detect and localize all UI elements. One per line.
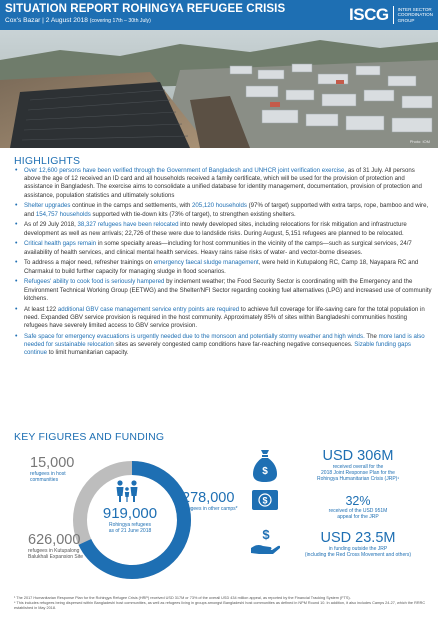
highlight-text: The [364,332,379,340]
total-refugees-caption [95,522,165,534]
highlight-text: To address a major need, refresher trainings on [24,259,154,267]
highlight-item: • At least 122 additional GBV case management service entry points are required to achieve full coverage for life-saving care for the total population in need. Expanded GBV service provision is required in the host community. Approximately 85% of sites within Bangladeshi communities hosting refugees have severely limited access to GBV service provision. [15,305,425,330]
funding-percent-value: 32% [345,494,371,508]
outside-caption-line-2: (including the Red Cross Movement and others) [304,552,412,559]
highlight-text: (97% of target) supported with extra tarps, rope, bamboo and wire, and [24,202,429,218]
money-bag-icon [253,450,277,482]
highlight-lead: Over 12,600 persons have been verified through the Government of Bangladesh and UNHCR joint verification exercise, [24,167,347,174]
highlight-text: sites as severely congested camp conditions have far-reaching negative consequences. [113,341,355,349]
funding-caption-line-1: received overall for the [332,464,384,470]
other-camps-block [182,490,242,512]
percent-caption-line-1: received of the USD 951M [328,508,388,514]
host-communities-block [30,455,80,483]
photo-credit: Photo: IOM [409,139,430,144]
kutupalong-block [28,532,90,560]
highlight-lead: Safe space for emergency evacuations is urgently needed due to the monsoon and potentially stormy weather and high winds. [24,332,365,340]
funding-total-caption [288,464,428,483]
highlight-lead: 38,327 refugees have been relocated [77,221,179,229]
camp-photo-illustration [0,30,438,148]
highlight-lead: Shelter upgrades [24,202,71,210]
camp-photo [0,30,438,148]
logo-separator [393,6,394,24]
total-refugees-value: 919,000 [102,505,158,522]
host-communities-caption: refugees in host communities [30,471,66,484]
funding-outside-block [288,530,428,558]
highlight-text: by inclement weather; the Food Security Sector is coordinating with the Emergency and the Environment Technical Working Group (EETWG) and the Shelter/NFI Sector regarding cooking fuel alternatives (LPG) and increased use of community kitchens. [24,278,432,302]
other-camps-caption: refugees in other camps* [182,506,238,512]
report-title: SITUATION REPORT ROHINGYA REFUGEE CRISIS [5,3,286,15]
cash-icon [252,490,278,510]
funding-outside-caption [288,546,428,558]
highlight-text: as of 31 July. All persons above the age of 12 received an ID card and all households received a family certificate, which will be used for the provision of protection and assistance in Bangladesh. The exercise aims to consolidate a unified database for identity management, documentation, provision of protection and assistance, population statistics and ultimately solutions [24,167,422,199]
highlights-list [14,167,432,360]
highlight-item: • Critical health gaps remain in some specialty areas—including for host communities in the vicinity of the camps—such as surgical services, 24/7 availability of health services, and clinical mental health services. Heavy rains raise risks of water- and vector-borne diseases. [15,240,412,256]
highlight-item: • Over 12,600 persons have been verified through the Government of Bangladesh and UNHCR joint verification exercise, as of 31 July. All persons above the age of 12 received an ID card and all households received a family certificate, which will be used for the provision of protection and assistance in Bangladesh. The exercise aims to consolidate a unified database for identity management, documentation, provision of protection and assistance, population statistics and ultimately solutions [15,167,422,199]
total-caption-line-1: Rohingya refugees [109,522,151,528]
funding-percent-block [288,494,428,520]
outside-caption-line-1: in funding outside the JRP [328,546,388,552]
logo-org-line-2: COORDINATION [397,12,433,18]
funding-total-value: USD 306M [322,448,394,464]
logo-org-name [398,7,433,23]
report-subtitle [5,17,151,24]
funding-total-block [288,448,428,483]
highlight-lead: Sizable funding gaps continue [24,341,411,357]
highlight-text: At least 122 [24,305,58,313]
other-camps-value: 278,000 [182,490,235,506]
footnotes [14,596,432,610]
people-icon [113,480,141,502]
report-coverage: (covering 17th – 30th July) [89,18,151,24]
host-communities-value: 15,000 [30,455,75,471]
highlight-text: to achieve full coverage for life-saving care for the total population in need. Expanded GBV service provision is required in the host community. Approximately 85% of sites within Bangladeshi communities hosting refugees have severely limited access to GBV service provision. [24,305,425,330]
total-caption-line-2: as of 21 June 2018 [108,528,152,535]
highlight-lead: 154,757 households [35,210,91,218]
highlight-lead: emergency faecal sludge management [153,259,259,267]
highlight-lead: 205,120 households [192,202,247,210]
key-figures-heading: KEY FIGURES AND FUNDING [14,431,165,443]
highlight-item: • To address a major need, refresher trainings on emergency faecal sludge management, were held in Kutupalong RC, Camp 18, Nayapara RC and Charmakul to build further capacity for managing sludge in flood scenarios. [15,259,419,275]
highlight-text: continue in the camps and settlements, with [70,202,193,210]
kutupalong-value: 626,000 [28,532,81,548]
svg-text:$: $ [262,528,270,542]
percent-caption-line-2: appeal for the JRP [337,514,379,521]
highlight-lead: more land is also needed for sustainable relocation [24,332,425,349]
highlight-text: As of 29 July 2018, [24,221,78,229]
svg-text:$: $ [262,495,268,506]
logo-org-line-3: GROUP [397,17,415,23]
logo-org-line-1: INTER SECTOR [397,6,432,12]
highlights-heading: HIGHLIGHTS [14,155,81,167]
highlight-text: supported with tie-down kits (73% of target), to strengthen existing shelters. [90,210,296,218]
funding-outside-value: USD 23.5M [320,530,396,546]
highlight-item: • As of 29 July 2018, 38,327 refugees have been relocated into newly developed sites, including relocations for risk mitigation and infrastructure development as well as new arrivals; 22,726 of these were due to landslide risks. During August, 5,151 refugees are planned to be relocated. [15,221,407,237]
footnote: * This includes refugees being dispersed within Bangladeshi host communities, as well as refugees living in groups amongst Bangladeshi host communities as defined in NPM Round 10. In addition, it also includes Camps 24-27, which the RRRC established in May 2018. [14,600,426,610]
iscg-logo [349,4,433,26]
highlight-text: to limit humanitarian capacity. [47,349,129,357]
highlight-text: , were held in Kutupalong RC, Camp 18, Nayapara RC and Charmakul to build further capacity for managing sludge in flood scenarios. [24,259,419,275]
highlight-item: • Refugees' ability to cook food is seriously hampered by inclement weather; the Food Security Sector is coordinating with the Emergency and the Environment Technical Working Group (EETWG) and the Shelter/NFI Sector regarding cooking fuel alternatives (LPG) and increased use of community kitchens. [15,278,432,302]
total-refugees-block [95,505,165,534]
funding-percent-caption [288,508,428,520]
highlight-text: into newly developed sites, including relocations for risk mitigation and infrastructure development as well as new arrivals; 22,726 of these were due to landslide risks. During August, 5,151 refugees are planned to be relocated. [24,221,407,237]
report-header [0,0,438,30]
highlight-lead: Refugees' ability to cook food is seriously hampered [24,278,165,286]
funding-caption-line-2: 2018 Joint Response Plan for the [321,470,395,477]
highlight-text: in some specialty areas—including for host communities in the vicinity of the camps—such as surgical services, 24/7 availability of health services, and clinical mental health services. Heavy rains raise risks of water- and vector-borne diseases. [24,240,412,256]
highlight-lead: additional GBV case management service entry points are required [57,305,240,313]
funding-caption-line-3: Rohingya Humanitarian Crisis (JRP)¹ [317,476,399,483]
logo-word: ISCG [349,5,389,24]
kutupalong-caption: refugees in Kutupalong Balukhali Expansion Site [28,548,84,561]
report-date: Cox's Bazar | 2 August 2018 [5,17,88,24]
svg-text:$: $ [262,466,268,477]
highlight-item: • Safe space for emergency evacuations is urgently needed due to the monsoon and potentially stormy weather and high winds. The more land is also needed for sustainable relocation sites as severely congested camp conditions have far-reaching negative consequences. Sizable funding gaps continue to limit humanitarian capacity. [15,332,425,357]
highlight-item: • Shelter upgrades continue in the camps and settlements, with 205,120 households (97% of target) supported with extra tarps, rope, bamboo and wire, and 154,757 households supported with tie-down kits (73% of target), to strengthen existing shelters. [15,202,429,218]
hand-dollar-icon [250,528,280,556]
footnote: ¹ The 2017 Humanitarian Response Plan for the Rohingya Refugee Crisis (HRP) received USD 317M or 73% of the overall USD 434 million appeal, as reported by the Financial Tracking System (FTS). [14,596,351,600]
highlight-lead: Critical health gaps remain [24,240,97,248]
